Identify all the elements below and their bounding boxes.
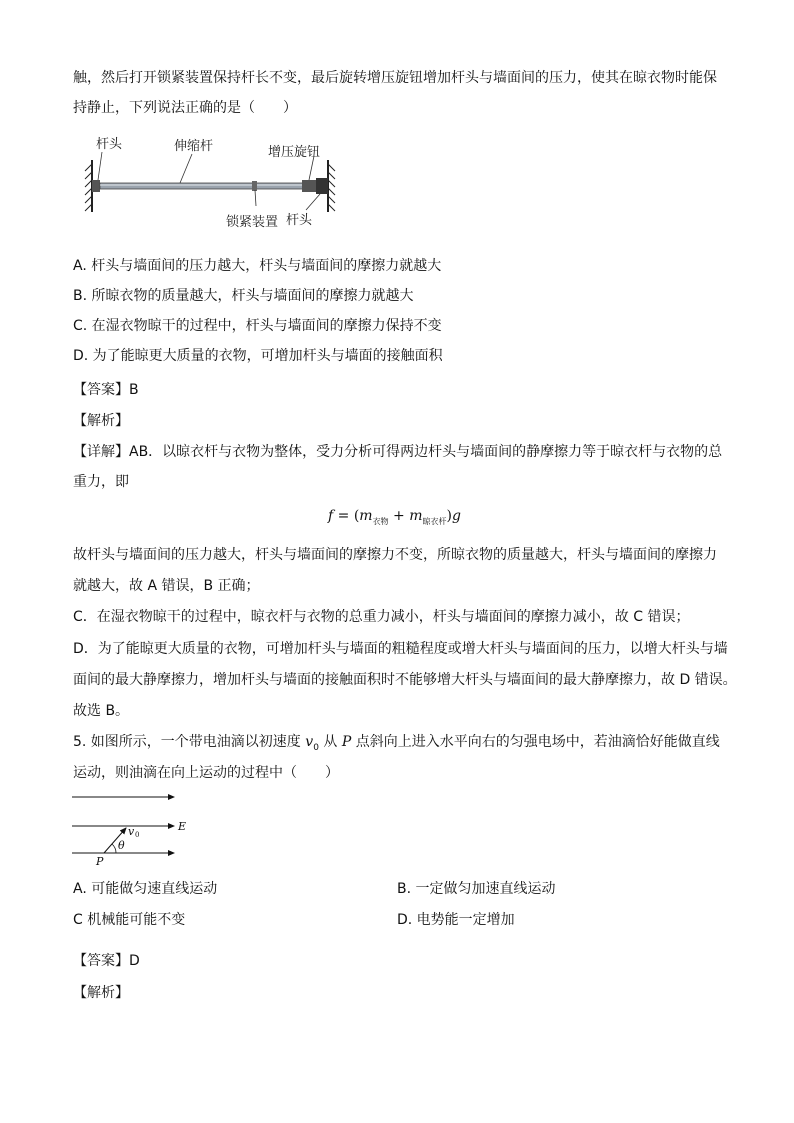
formula-plus: + xyxy=(388,508,410,524)
q5-answer: 【答案】D xyxy=(73,953,140,969)
theta-arc xyxy=(112,844,116,853)
clothes-rod-figure xyxy=(80,130,350,240)
q4-option-d: D. 为了能晾更大质量的衣物，可增加杆头与墙面的接触面积 xyxy=(73,348,443,364)
label-v0: v xyxy=(128,825,135,838)
q4-intro-line2: 持静止，下列说法正确的是（ ） xyxy=(73,100,297,116)
q4-option-a: A. 杆头与墙面间的压力越大，杆头与墙面间的摩擦力就越大 xyxy=(73,258,442,274)
telescopic-rod xyxy=(100,183,308,189)
q4-detail-line2: 重力，即 xyxy=(73,474,129,490)
q5-stem-prefix: 5. 如图所示，一个带电油滴以初速度 xyxy=(73,734,306,750)
q5-v0-sub: 0 xyxy=(313,742,319,753)
label-point-p: P xyxy=(96,855,104,868)
q4-option-c: C. 在湿衣物晾干的过程中，杆头与墙面间的摩擦力保持不变 xyxy=(73,318,442,334)
label-pressure-knob: 增压旋钮 xyxy=(268,145,321,160)
q4-intro-line1: 触，然后打开锁紧装置保持杆长不变，最后旋转增压旋钮增加杆头与墙面间的压力，使其在晾衣物时能保 xyxy=(73,70,717,86)
formula-m1-sub: 衣物 xyxy=(372,516,389,526)
label-v0-sub: 0 xyxy=(135,831,140,839)
q5-option-d: D. 电势能一定增加 xyxy=(397,912,515,928)
q5-stem-line1 xyxy=(73,732,720,758)
q4-conclusion: 故选 B。 xyxy=(73,703,130,719)
q5-option-b: B. 一定做匀加速直线运动 xyxy=(397,881,556,897)
formula-eq-open: = ( xyxy=(333,508,360,524)
formula-m2-sub: 晾衣杆 xyxy=(422,516,447,526)
formula-m1: m xyxy=(359,508,373,524)
q5-stem-mid: 从 xyxy=(318,734,342,750)
label-rod-head-left: 杆头 xyxy=(96,137,123,152)
q5-point-p: P xyxy=(341,734,352,750)
q4-detail-line5: C．在湿衣物晾干的过程中，晾衣杆与衣物的总重力减小，杆头与墙面间的摩擦力减小，故 C 错误； xyxy=(73,609,690,625)
label-lock-device: 锁紧装置 xyxy=(226,215,279,230)
formula-f: f xyxy=(328,508,334,524)
q5-v0: v xyxy=(305,734,314,750)
label-telescopic-rod: 伸缩杆 xyxy=(174,139,214,154)
label-rod-head-right: 杆头 xyxy=(286,213,313,228)
q4-detail-line1: 【详解】AB．以晾衣杆与衣物为整体，受力分析可得两边杆头与墙面间的静摩擦力等于晾衣杆与衣物的总 xyxy=(73,444,723,460)
formula-m2: m xyxy=(409,508,423,524)
friction-formula xyxy=(328,508,461,527)
q5-option-c: C 机械能可能不变 xyxy=(73,912,186,928)
formula-close: ) xyxy=(446,508,452,524)
pressure-knob xyxy=(302,180,316,192)
electric-field-figure xyxy=(66,788,196,868)
left-rod-head xyxy=(92,180,100,192)
q5-stem-suffix: 点斜向上进入水平向右的匀强电场中，若油滴恰好能做直线 xyxy=(351,734,720,750)
formula-g: g xyxy=(451,508,461,524)
q4-detail-line7: 面间的最大静摩擦力，增加杆头与墙面的接触面积时不能够增大杆头与墙面间的最大静摩擦力，故 D 错误。 xyxy=(73,672,737,688)
q5-stem-line2: 运动，则油滴在向上运动的过程中（ ） xyxy=(73,765,339,781)
q4-detail-line3: 故杆头与墙面间的压力越大，杆头与墙面间的摩擦力不变，所晾衣物的质量越大，杆头与墙面间的摩擦力 xyxy=(73,547,717,563)
q5-analysis-heading: 【解析】 xyxy=(73,985,129,1001)
lock-device xyxy=(252,181,257,191)
q4-option-b: B. 所晾衣物的质量越大，杆头与墙面间的摩擦力就越大 xyxy=(73,288,414,304)
q4-detail-line4: 就越大，故 A 错误，B 正确； xyxy=(73,578,260,594)
label-field-e: E xyxy=(178,820,187,833)
right-rod-head xyxy=(316,178,328,194)
label-theta: θ xyxy=(118,839,125,852)
q5-option-a: A. 可能做匀速直线运动 xyxy=(73,881,218,897)
q4-answer: 【答案】B xyxy=(73,382,139,398)
q4-analysis-heading: 【解析】 xyxy=(73,413,129,429)
q4-detail-line6: D．为了能晾更大质量的衣物，可增加杆头与墙面的粗糙程度或增大杆头与墙面间的压力，以增大杆头与墙 xyxy=(73,641,728,657)
